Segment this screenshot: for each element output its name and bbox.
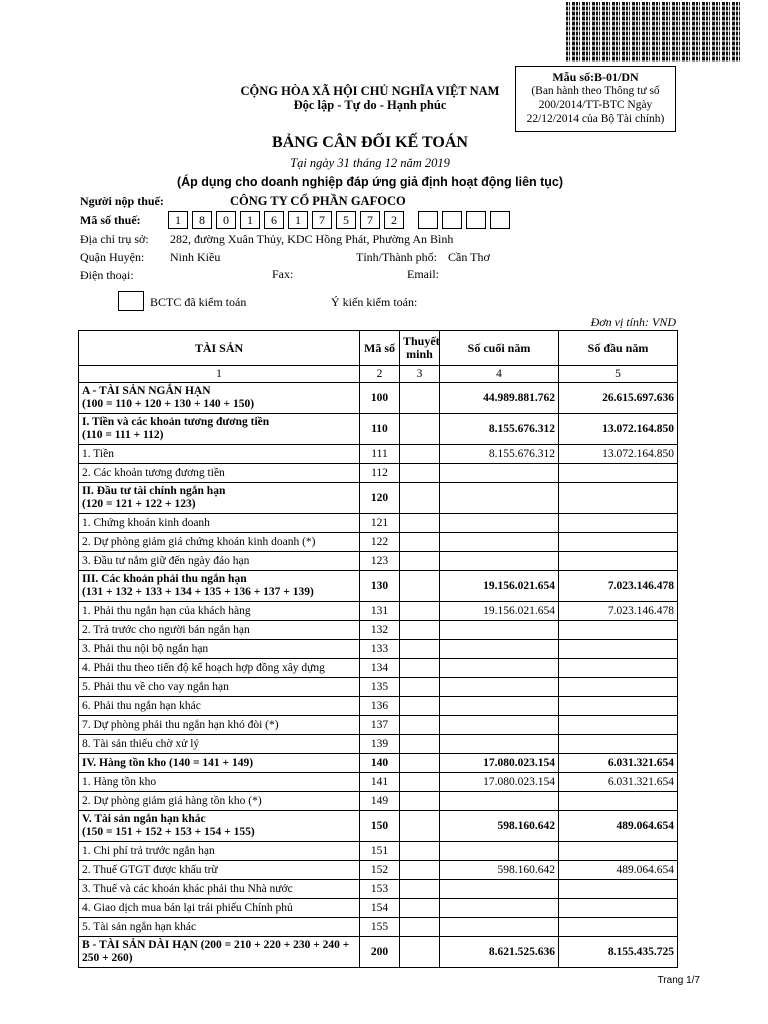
national-heading [190, 84, 550, 112]
tax-code-digit [442, 211, 462, 229]
table-row [79, 602, 678, 621]
row-label [79, 754, 360, 773]
row-note [400, 483, 440, 514]
row-begin-balance [559, 697, 678, 716]
row-code: 134 [360, 659, 400, 678]
tax-code-digit: 7 [312, 211, 332, 229]
row-label [79, 602, 360, 621]
row-note [400, 811, 440, 842]
taxpayer-label: Người nộp thuế: [80, 194, 164, 208]
row-label [79, 899, 360, 918]
row-begin-balance: 489.064.654 [559, 861, 678, 880]
address-value: 282, đường Xuân Thủy, KDC Hồng Phát, Phường An Bình [170, 232, 454, 246]
row-code: 153 [360, 880, 400, 899]
row-code: 141 [360, 773, 400, 792]
row-code: 123 [360, 552, 400, 571]
table-row [79, 552, 678, 571]
row-code: 122 [360, 533, 400, 552]
row-note [400, 445, 440, 464]
row-begin-balance: 13.072.164.850 [559, 445, 678, 464]
tax-code-digit [466, 211, 486, 229]
row-end-balance [440, 842, 559, 861]
fax-label: Fax: [272, 267, 294, 281]
row-label-line: (131 + 132 + 133 + 134 + 135 + 136 + 137 + 139) [82, 586, 314, 598]
province-value: Cần Thơ [448, 250, 490, 264]
row-end-balance: 44.989.881.762 [440, 383, 559, 414]
row-label-line: 2. Dự phòng giảm giá chứng khoán kinh doanh (*) [82, 535, 316, 548]
row-label-line: B - TÀI SẢN DÀI HẠN (200 = 210 + 220 + 230 + 240 + [82, 939, 350, 951]
row-label-line: 1. Chứng khoán kinh doanh [82, 516, 210, 529]
row-end-balance [440, 464, 559, 483]
row-note [400, 880, 440, 899]
row-begin-balance: 26.615.697.636 [559, 383, 678, 414]
row-code: 155 [360, 918, 400, 937]
row-code: 139 [360, 735, 400, 754]
tax-code-label: Mã số thuế: [80, 213, 141, 227]
row-label [79, 842, 360, 861]
table-row [79, 792, 678, 811]
row-note [400, 571, 440, 602]
header-end-balance: Số cuối năm [440, 331, 559, 366]
row-code: 112 [360, 464, 400, 483]
row-label-line: IV. Hàng tồn kho (140 = 141 + 149) [82, 756, 254, 769]
row-label [79, 880, 360, 899]
row-code: 130 [360, 571, 400, 602]
table-row [79, 464, 678, 483]
row-end-balance: 598.160.642 [440, 861, 559, 880]
row-end-balance [440, 514, 559, 533]
row-end-balance [440, 483, 559, 514]
row-code: 200 [360, 937, 400, 968]
table-row [79, 842, 678, 861]
row-code: 131 [360, 602, 400, 621]
row-label-line: 250 + 260) [82, 952, 133, 964]
row-note [400, 533, 440, 552]
tax-code-digit: 5 [336, 211, 356, 229]
row-note [400, 414, 440, 445]
index-cell: 2 [360, 366, 400, 383]
row-begin-balance [559, 464, 678, 483]
row-begin-balance [559, 735, 678, 754]
row-label-line: 7. Dự phòng phải thu ngắn hạn khó đòi (*) [82, 718, 279, 731]
row-label [79, 414, 360, 445]
row-code: 136 [360, 697, 400, 716]
row-code: 120 [360, 483, 400, 514]
row-label-line: 4. Phải thu theo tiến độ kế hoạch hợp đồng xây dựng [82, 661, 325, 674]
row-label [79, 735, 360, 754]
report-date: Tại ngày 31 tháng 12 năm 2019 [290, 156, 450, 170]
row-note [400, 697, 440, 716]
header-note: Thuyết minh [400, 331, 440, 366]
tax-code-digit: 6 [264, 211, 284, 229]
row-end-balance [440, 640, 559, 659]
row-label [79, 937, 360, 968]
row-label [79, 792, 360, 811]
audited-checkbox[interactable] [118, 291, 144, 311]
district-label: Quận Huyện: [80, 250, 145, 264]
row-begin-balance: 6.031.321.654 [559, 773, 678, 792]
row-begin-balance [559, 842, 678, 861]
header-asset: TÀI SẢN [79, 331, 360, 366]
row-label [79, 918, 360, 937]
audited-label: BCTC đã kiểm toán [150, 295, 247, 309]
tax-code-digit: 8 [192, 211, 212, 229]
row-note [400, 640, 440, 659]
nation-line-1: CỘNG HÒA XÃ HỘI CHỦ NGHĨA VIỆT NAM [240, 84, 500, 98]
index-cell: 5 [559, 366, 678, 383]
row-begin-balance: 7.023.146.478 [559, 571, 678, 602]
row-label-line: 6. Phải thu ngắn hạn khác [82, 699, 201, 712]
row-label-line: 1. Hàng tồn kho [82, 775, 157, 788]
row-begin-balance: 13.072.164.850 [559, 414, 678, 445]
table-row [79, 716, 678, 735]
row-code: 135 [360, 678, 400, 697]
row-label [79, 533, 360, 552]
row-end-balance: 17.080.023.154 [440, 754, 559, 773]
row-label-line: II. Đầu tư tài chính ngắn hạn [82, 485, 226, 497]
row-code: 152 [360, 861, 400, 880]
row-begin-balance [559, 899, 678, 918]
row-label-line: 3. Đầu tư nắm giữ đến ngày đáo hạn [82, 554, 250, 567]
row-label-line: A - TÀI SẢN NGẮN HẠN [82, 385, 211, 397]
table-row [79, 697, 678, 716]
table-row [79, 483, 678, 514]
row-end-balance: 8.155.676.312 [440, 414, 559, 445]
table-row [79, 678, 678, 697]
row-label-line: III. Các khoản phải thu ngắn hạn [82, 573, 247, 585]
row-label-line: 2. Dự phòng giảm giá hàng tồn kho (*) [82, 794, 262, 807]
row-label-line: (110 = 111 + 112) [82, 429, 164, 441]
row-begin-balance [559, 552, 678, 571]
form-issued-line-1: (Ban hành theo Thông tư số [531, 85, 660, 97]
row-begin-balance [559, 880, 678, 899]
row-label-line: 1. Chi phí trả trước ngắn hạn [82, 844, 215, 857]
audit-opinion-label: Ý kiến kiểm toán: [331, 295, 418, 309]
tax-code-digit: 0 [216, 211, 236, 229]
row-label-line: 3. Thuế và các khoản khác phải thu Nhà nước [82, 882, 293, 895]
row-note [400, 383, 440, 414]
table-row [79, 880, 678, 899]
row-note [400, 659, 440, 678]
header-code: Mã số [360, 331, 400, 366]
row-code: 110 [360, 414, 400, 445]
table-row [79, 937, 678, 968]
row-label-line: (120 = 121 + 122 + 123) [82, 498, 196, 510]
row-begin-balance [559, 678, 678, 697]
row-end-balance: 8.621.525.636 [440, 937, 559, 968]
row-note [400, 754, 440, 773]
address-label: Địa chỉ trụ sở: [80, 232, 149, 246]
row-label [79, 697, 360, 716]
row-note [400, 792, 440, 811]
row-note [400, 464, 440, 483]
row-end-balance [440, 792, 559, 811]
table-row [79, 621, 678, 640]
row-begin-balance [559, 918, 678, 937]
row-end-balance [440, 880, 559, 899]
row-end-balance [440, 899, 559, 918]
row-label [79, 811, 360, 842]
tax-code-digit: 1 [240, 211, 260, 229]
table-row [79, 445, 678, 464]
row-note [400, 678, 440, 697]
row-note [400, 773, 440, 792]
row-code: 149 [360, 792, 400, 811]
row-label [79, 678, 360, 697]
table-row [79, 514, 678, 533]
table-row [79, 811, 678, 842]
row-end-balance: 19.156.021.654 [440, 602, 559, 621]
row-label-line: 5. Tài sản ngắn hạn khác [82, 920, 197, 933]
row-note [400, 716, 440, 735]
tax-code-digit [490, 211, 510, 229]
row-begin-balance: 7.023.146.478 [559, 602, 678, 621]
row-end-balance: 8.155.676.312 [440, 445, 559, 464]
row-end-balance [440, 533, 559, 552]
row-begin-balance [559, 659, 678, 678]
index-cell: 1 [79, 366, 360, 383]
tax-code-digit: 1 [168, 211, 188, 229]
row-note [400, 899, 440, 918]
email-label: Email: [407, 267, 439, 281]
row-label-line: 1. Tiền [82, 447, 114, 460]
row-label [79, 659, 360, 678]
table-row [79, 659, 678, 678]
row-label [79, 716, 360, 735]
row-begin-balance [559, 621, 678, 640]
row-note [400, 621, 440, 640]
row-label [79, 483, 360, 514]
row-code: 151 [360, 842, 400, 861]
tax-code-digit [418, 211, 438, 229]
unit-label: Đơn vị tính: VND [590, 315, 676, 329]
table-row [79, 414, 678, 445]
row-label [79, 383, 360, 414]
table-row [79, 571, 678, 602]
row-begin-balance [559, 792, 678, 811]
row-code: 154 [360, 899, 400, 918]
row-note [400, 735, 440, 754]
row-label-line: 4. Giao dịch mua bán lại trái phiếu Chính phủ [82, 901, 293, 914]
phone-label: Điện thoại: [80, 268, 134, 282]
row-label [79, 621, 360, 640]
row-code: 100 [360, 383, 400, 414]
table-row [79, 533, 678, 552]
row-note [400, 602, 440, 621]
row-code: 111 [360, 445, 400, 464]
row-end-balance [440, 552, 559, 571]
table-row [79, 773, 678, 792]
page-title: BẢNG CÂN ĐỐI KẾ TOÁN [272, 134, 468, 151]
row-end-balance [440, 735, 559, 754]
row-label-line: 2. Thuế GTGT được khấu trừ [82, 863, 218, 876]
row-begin-balance: 6.031.321.654 [559, 754, 678, 773]
row-label-line: (100 = 110 + 120 + 130 + 140 + 150) [82, 398, 255, 410]
row-label [79, 514, 360, 533]
table-row [79, 754, 678, 773]
row-end-balance [440, 716, 559, 735]
row-note [400, 842, 440, 861]
row-label-line: V. Tài sản ngắn hạn khác [82, 813, 206, 825]
row-label-line: 1. Phải thu ngắn hạn của khách hàng [82, 604, 251, 617]
row-code: 150 [360, 811, 400, 842]
table-row [79, 383, 678, 414]
row-label-line: I. Tiền và các khoản tương đương tiền [82, 416, 270, 428]
column-index-row [79, 366, 678, 383]
row-label-line: 3. Phải thu nội bộ ngắn hạn [82, 642, 209, 655]
tax-code-cells [168, 211, 508, 229]
page-number: Trang 1/7 [657, 975, 700, 986]
district-value: Ninh Kiều [170, 250, 221, 264]
row-note [400, 861, 440, 880]
row-label [79, 861, 360, 880]
row-end-balance [440, 918, 559, 937]
row-label [79, 552, 360, 571]
row-end-balance [440, 697, 559, 716]
row-end-balance: 19.156.021.654 [440, 571, 559, 602]
row-note [400, 937, 440, 968]
row-end-balance [440, 659, 559, 678]
form-code: Mẫu số:B-01/DN [552, 70, 639, 84]
row-note [400, 918, 440, 937]
barcode-image [566, 2, 742, 62]
row-code: 133 [360, 640, 400, 659]
row-label-line: 8. Tài sản thiếu chờ xử lý [82, 737, 200, 750]
province-label: Tỉnh/Thành phố: [356, 250, 437, 264]
tax-code-digit: 2 [384, 211, 404, 229]
table-row [79, 735, 678, 754]
row-end-balance: 17.080.023.154 [440, 773, 559, 792]
row-label-line: 2. Trả trước cho người bán ngắn hạn [82, 623, 250, 636]
table-row [79, 899, 678, 918]
table-row [79, 640, 678, 659]
row-label [79, 571, 360, 602]
row-begin-balance: 8.155.435.725 [559, 937, 678, 968]
taxpayer-name: CÔNG TY CỔ PHẦN GAFOCO [230, 194, 406, 208]
row-code: 137 [360, 716, 400, 735]
row-note [400, 514, 440, 533]
row-begin-balance [559, 533, 678, 552]
table-row [79, 918, 678, 937]
row-label [79, 773, 360, 792]
row-end-balance [440, 678, 559, 697]
row-label-line: 5. Phải thu về cho vay ngắn hạn [82, 680, 229, 693]
row-begin-balance [559, 483, 678, 514]
index-cell: 4 [440, 366, 559, 383]
form-issued-line-2: 200/2014/TT-BTC Ngày [538, 99, 653, 111]
row-code: 132 [360, 621, 400, 640]
row-label-line: (150 = 151 + 152 + 153 + 154 + 155) [82, 826, 255, 838]
form-issued-line-3: 22/12/2014 của Bộ Tài chính) [526, 113, 665, 125]
row-begin-balance [559, 640, 678, 659]
row-label-line: 2. Các khoản tương đương tiền [82, 466, 225, 479]
header-begin-balance: Số đầu năm [559, 331, 678, 366]
row-begin-balance: 489.064.654 [559, 811, 678, 842]
applicability-note: (Áp dụng cho doanh nghiệp đáp ứng giả định hoạt động liên tục) [176, 175, 564, 189]
row-label [79, 445, 360, 464]
tax-code-digit: 7 [360, 211, 380, 229]
row-end-balance [440, 621, 559, 640]
row-code: 121 [360, 514, 400, 533]
row-begin-balance [559, 716, 678, 735]
row-label [79, 640, 360, 659]
nation-line-2: Độc lập - Tự do - Hạnh phúc [293, 98, 447, 112]
table-row [79, 861, 678, 880]
balance-sheet-table [78, 330, 678, 968]
row-begin-balance [559, 514, 678, 533]
row-code: 140 [360, 754, 400, 773]
tax-code-digit: 1 [288, 211, 308, 229]
row-label [79, 464, 360, 483]
row-note [400, 552, 440, 571]
row-end-balance: 598.160.642 [440, 811, 559, 842]
index-cell: 3 [400, 366, 440, 383]
